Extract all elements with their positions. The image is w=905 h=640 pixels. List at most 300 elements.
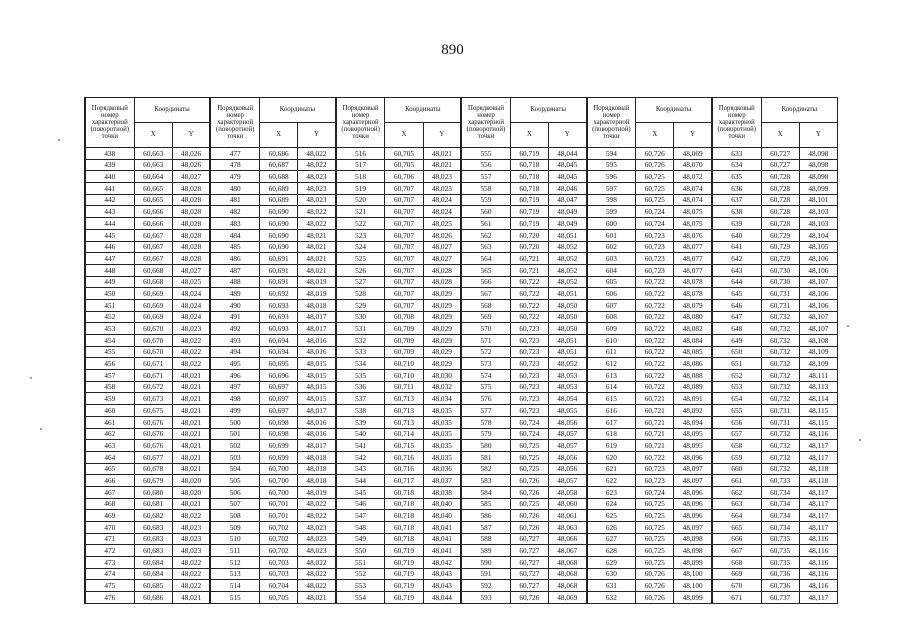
table-row <box>85 370 838 382</box>
x-coordinate-cell: 60,732 <box>761 428 799 440</box>
table-row <box>85 533 838 545</box>
x-coordinate-cell: 60,719 <box>510 194 548 206</box>
point-number-cell: 575 <box>461 381 510 393</box>
y-coordinate-cell: 48,022 <box>298 580 336 592</box>
table-row <box>85 299 838 311</box>
point-number-cell: 461 <box>85 416 134 428</box>
y-coordinate-cell: 48,096 <box>674 451 712 463</box>
y-coordinate-cell: 48,117 <box>799 498 837 510</box>
x-coordinate-cell: 60,727 <box>510 533 548 545</box>
x-coordinate-cell: 60,727 <box>761 159 799 171</box>
point-number-cell: 506 <box>210 486 259 498</box>
x-coordinate-cell: 60,671 <box>134 370 172 382</box>
point-number-cell: 608 <box>587 311 636 323</box>
point-number-cell: 545 <box>336 486 385 498</box>
x-coordinate-cell: 60,698 <box>260 416 298 428</box>
x-coordinate-cell: 60,731 <box>761 288 799 300</box>
scan-speck <box>30 377 32 379</box>
point-number-cell: 485 <box>210 241 259 253</box>
point-number-cell: 605 <box>587 276 636 288</box>
point-number-cell: 640 <box>712 229 761 241</box>
point-number-cell: 668 <box>712 557 761 569</box>
point-number-cell: 613 <box>587 370 636 382</box>
y-coordinate-cell: 48,105 <box>799 241 837 253</box>
y-coordinate-cell: 48,024 <box>423 206 461 218</box>
point-number-cell: 572 <box>461 346 510 358</box>
y-coordinate-cell: 48,091 <box>674 393 712 405</box>
x-coordinate-cell: 60,715 <box>385 440 423 452</box>
y-coordinate-cell: 48,106 <box>799 299 837 311</box>
y-coordinate-cell: 48,072 <box>674 171 712 183</box>
y-coordinate-cell: 48,060 <box>548 498 586 510</box>
y-coordinate-cell: 48,106 <box>799 288 837 300</box>
y-coordinate-cell: 48,118 <box>799 463 837 475</box>
x-coordinate-cell: 60,707 <box>385 299 423 311</box>
y-coordinate-cell: 48,078 <box>674 276 712 288</box>
point-number-cell: 455 <box>85 346 134 358</box>
point-number-cell: 601 <box>587 229 636 241</box>
y-coordinate-cell: 48,021 <box>298 253 336 265</box>
x-coordinate-cell: 60,685 <box>134 580 172 592</box>
x-coordinate-cell: 60,721 <box>636 393 674 405</box>
y-coordinate-cell: 48,018 <box>298 451 336 463</box>
point-number-cell: 638 <box>712 206 761 218</box>
table-row <box>85 580 838 592</box>
x-coordinate-cell: 60,735 <box>761 545 799 557</box>
x-coordinate-cell: 60,725 <box>636 183 674 195</box>
x-coordinate-cell: 60,693 <box>260 323 298 335</box>
x-coordinate-cell: 60,734 <box>761 486 799 498</box>
y-coordinate-cell: 48,118 <box>799 475 837 487</box>
x-coordinate-cell: 60,695 <box>260 358 298 370</box>
point-number-cell: 543 <box>336 463 385 475</box>
y-coordinate-cell: 48,015 <box>298 381 336 393</box>
point-number-cell: 494 <box>210 346 259 358</box>
x-coordinate-cell: 60,702 <box>260 545 298 557</box>
table-row <box>85 241 838 253</box>
point-number-cell: 559 <box>461 194 510 206</box>
y-coordinate-cell: 48,116 <box>799 533 837 545</box>
y-coordinate-cell: 48,024 <box>172 288 210 300</box>
x-coordinate-cell: 60,705 <box>385 159 423 171</box>
point-number-cell: 654 <box>712 393 761 405</box>
point-number-cell: 517 <box>336 159 385 171</box>
x-coordinate-cell: 60,710 <box>385 370 423 382</box>
y-coordinate-cell: 48,052 <box>548 276 586 288</box>
y-coordinate-cell: 48,022 <box>298 568 336 580</box>
x-coordinate-cell: 60,722 <box>636 323 674 335</box>
table-row <box>85 346 838 358</box>
point-number-cell: 645 <box>712 288 761 300</box>
point-number-cell: 560 <box>461 206 510 218</box>
x-coordinate-cell: 60,719 <box>510 218 548 230</box>
point-number-cell: 648 <box>712 323 761 335</box>
y-coordinate-cell: 48,117 <box>799 440 837 452</box>
x-coordinate-cell: 60,723 <box>510 405 548 417</box>
point-number-cell: 532 <box>336 335 385 347</box>
x-coordinate-cell: 60,722 <box>510 311 548 323</box>
y-coordinate-cell: 48,022 <box>172 557 210 569</box>
x-coordinate-cell: 60,719 <box>385 557 423 569</box>
table-row <box>85 475 838 487</box>
point-number-cell: 541 <box>336 440 385 452</box>
point-number-cell: 527 <box>336 276 385 288</box>
point-number-cell: 500 <box>210 416 259 428</box>
table-row <box>85 159 838 171</box>
x-coordinate-cell: 60,669 <box>134 311 172 323</box>
header-point-number: Порядковый номер характерной (поворотной) точки <box>461 98 510 148</box>
x-coordinate-cell: 60,718 <box>385 486 423 498</box>
point-number-cell: 464 <box>85 451 134 463</box>
x-coordinate-cell: 60,731 <box>761 405 799 417</box>
point-number-cell: 491 <box>210 311 259 323</box>
y-coordinate-cell: 48,043 <box>423 568 461 580</box>
y-coordinate-cell: 48,028 <box>423 264 461 276</box>
y-coordinate-cell: 48,098 <box>799 159 837 171</box>
y-coordinate-cell: 48,051 <box>548 346 586 358</box>
point-number-cell: 482 <box>210 206 259 218</box>
point-number-cell: 655 <box>712 405 761 417</box>
x-coordinate-cell: 60,703 <box>260 557 298 569</box>
point-number-cell: 458 <box>85 381 134 393</box>
point-number-cell: 565 <box>461 264 510 276</box>
point-number-cell: 620 <box>587 451 636 463</box>
y-coordinate-cell: 48,051 <box>548 229 586 241</box>
y-coordinate-cell: 48,022 <box>172 335 210 347</box>
table-row <box>85 428 838 440</box>
x-coordinate-cell: 60,705 <box>260 592 298 604</box>
x-coordinate-cell: 60,672 <box>134 381 172 393</box>
y-coordinate-cell: 48,099 <box>674 557 712 569</box>
point-number-cell: 593 <box>461 592 510 604</box>
y-coordinate-cell: 48,098 <box>674 545 712 557</box>
x-coordinate-cell: 60,670 <box>134 323 172 335</box>
y-coordinate-cell: 48,052 <box>548 253 586 265</box>
y-coordinate-cell: 48,021 <box>172 592 210 604</box>
y-coordinate-cell: 48,022 <box>298 557 336 569</box>
point-number-cell: 609 <box>587 323 636 335</box>
y-coordinate-cell: 48,021 <box>298 592 336 604</box>
y-coordinate-cell: 48,022 <box>172 346 210 358</box>
point-number-cell: 521 <box>336 206 385 218</box>
point-number-cell: 637 <box>712 194 761 206</box>
x-coordinate-cell: 60,723 <box>636 463 674 475</box>
y-coordinate-cell: 48,035 <box>423 440 461 452</box>
x-coordinate-cell: 60,682 <box>134 510 172 522</box>
x-coordinate-cell: 60,721 <box>636 440 674 452</box>
point-number-cell: 561 <box>461 218 510 230</box>
y-coordinate-cell: 48,022 <box>298 159 336 171</box>
y-coordinate-cell: 48,019 <box>298 288 336 300</box>
y-coordinate-cell: 48,116 <box>799 428 837 440</box>
point-number-cell: 574 <box>461 370 510 382</box>
x-coordinate-cell: 60,697 <box>260 381 298 393</box>
point-number-cell: 442 <box>85 194 134 206</box>
y-coordinate-cell: 48,017 <box>298 323 336 335</box>
point-number-cell: 659 <box>712 451 761 463</box>
x-coordinate-cell: 60,691 <box>260 253 298 265</box>
x-coordinate-cell: 60,717 <box>385 475 423 487</box>
y-coordinate-cell: 48,029 <box>423 346 461 358</box>
table-row <box>85 358 838 370</box>
x-coordinate-cell: 60,690 <box>260 229 298 241</box>
y-coordinate-cell: 48,023 <box>172 533 210 545</box>
x-coordinate-cell: 60,671 <box>134 358 172 370</box>
x-coordinate-cell: 60,694 <box>260 335 298 347</box>
x-coordinate-cell: 60,725 <box>636 171 674 183</box>
x-coordinate-cell: 60,709 <box>385 346 423 358</box>
point-number-cell: 496 <box>210 370 259 382</box>
scan-speck <box>58 139 60 141</box>
x-coordinate-cell: 60,686 <box>134 592 172 604</box>
point-number-cell: 438 <box>85 148 134 160</box>
y-coordinate-cell: 48,107 <box>799 311 837 323</box>
point-number-cell: 540 <box>336 428 385 440</box>
x-coordinate-cell: 60,699 <box>260 451 298 463</box>
table-row <box>85 276 838 288</box>
x-coordinate-cell: 60,729 <box>761 241 799 253</box>
y-coordinate-cell: 48,047 <box>548 194 586 206</box>
point-number-cell: 533 <box>336 346 385 358</box>
x-coordinate-cell: 60,713 <box>385 416 423 428</box>
header-y: Y <box>674 123 712 148</box>
point-number-cell: 487 <box>210 264 259 276</box>
y-coordinate-cell: 48,041 <box>423 533 461 545</box>
x-coordinate-cell: 60,676 <box>134 416 172 428</box>
x-coordinate-cell: 60,719 <box>385 568 423 580</box>
point-number-cell: 530 <box>336 311 385 323</box>
x-coordinate-cell: 60,734 <box>761 498 799 510</box>
table-row <box>85 194 838 206</box>
y-coordinate-cell: 48,016 <box>298 346 336 358</box>
point-number-cell: 566 <box>461 276 510 288</box>
x-coordinate-cell: 60,664 <box>134 171 172 183</box>
y-coordinate-cell: 48,076 <box>674 229 712 241</box>
x-coordinate-cell: 60,722 <box>636 276 674 288</box>
x-coordinate-cell: 60,683 <box>134 522 172 534</box>
y-coordinate-cell: 48,069 <box>548 592 586 604</box>
x-coordinate-cell: 60,732 <box>761 451 799 463</box>
y-coordinate-cell: 48,028 <box>172 218 210 230</box>
x-coordinate-cell: 60,726 <box>636 148 674 160</box>
y-coordinate-cell: 48,053 <box>548 370 586 382</box>
x-coordinate-cell: 60,673 <box>134 393 172 405</box>
x-coordinate-cell: 60,731 <box>761 299 799 311</box>
x-coordinate-cell: 60,723 <box>510 370 548 382</box>
y-coordinate-cell: 48,027 <box>172 264 210 276</box>
y-coordinate-cell: 48,021 <box>172 463 210 475</box>
x-coordinate-cell: 60,726 <box>636 568 674 580</box>
table-row <box>85 592 838 604</box>
table-row <box>85 557 838 569</box>
y-coordinate-cell: 48,018 <box>298 475 336 487</box>
y-coordinate-cell: 48,057 <box>548 428 586 440</box>
x-coordinate-cell: 60,713 <box>385 405 423 417</box>
y-coordinate-cell: 48,028 <box>172 183 210 195</box>
point-number-cell: 453 <box>85 323 134 335</box>
y-coordinate-cell: 48,043 <box>423 580 461 592</box>
point-number-cell: 498 <box>210 393 259 405</box>
y-coordinate-cell: 48,026 <box>172 159 210 171</box>
table-row <box>85 498 838 510</box>
point-number-cell: 562 <box>461 229 510 241</box>
y-coordinate-cell: 48,068 <box>548 557 586 569</box>
x-coordinate-cell: 60,679 <box>134 475 172 487</box>
point-number-cell: 670 <box>712 580 761 592</box>
table-row <box>85 253 838 265</box>
table-row <box>85 229 838 241</box>
x-coordinate-cell: 60,732 <box>761 346 799 358</box>
y-coordinate-cell: 48,030 <box>423 370 461 382</box>
x-coordinate-cell: 60,725 <box>510 463 548 475</box>
y-coordinate-cell: 48,021 <box>172 405 210 417</box>
y-coordinate-cell: 48,107 <box>799 276 837 288</box>
point-number-cell: 512 <box>210 557 259 569</box>
x-coordinate-cell: 60,667 <box>134 229 172 241</box>
point-number-cell: 470 <box>85 522 134 534</box>
y-coordinate-cell: 48,029 <box>423 299 461 311</box>
point-number-cell: 486 <box>210 253 259 265</box>
y-coordinate-cell: 48,109 <box>799 346 837 358</box>
y-coordinate-cell: 48,080 <box>674 311 712 323</box>
y-coordinate-cell: 48,054 <box>548 393 586 405</box>
point-number-cell: 465 <box>85 463 134 475</box>
y-coordinate-cell: 48,029 <box>423 358 461 370</box>
x-coordinate-cell: 60,724 <box>636 206 674 218</box>
x-coordinate-cell: 60,718 <box>385 522 423 534</box>
header-coordinates: Координаты <box>761 98 837 123</box>
y-coordinate-cell: 48,028 <box>172 194 210 206</box>
point-number-cell: 646 <box>712 299 761 311</box>
header-y: Y <box>799 123 837 148</box>
y-coordinate-cell: 48,025 <box>423 218 461 230</box>
y-coordinate-cell: 48,074 <box>674 183 712 195</box>
x-coordinate-cell: 60,699 <box>260 440 298 452</box>
x-coordinate-cell: 60,732 <box>761 335 799 347</box>
point-number-cell: 580 <box>461 440 510 452</box>
point-number-cell: 525 <box>336 253 385 265</box>
y-coordinate-cell: 48,069 <box>674 148 712 160</box>
point-number-cell: 510 <box>210 533 259 545</box>
point-number-cell: 603 <box>587 253 636 265</box>
y-coordinate-cell: 48,070 <box>674 159 712 171</box>
y-coordinate-cell: 48,049 <box>548 218 586 230</box>
point-number-cell: 556 <box>461 159 510 171</box>
y-coordinate-cell: 48,021 <box>298 229 336 241</box>
y-coordinate-cell: 48,041 <box>423 522 461 534</box>
point-number-cell: 632 <box>587 592 636 604</box>
point-number-cell: 633 <box>712 148 761 160</box>
point-number-cell: 577 <box>461 405 510 417</box>
point-number-cell: 502 <box>210 440 259 452</box>
point-number-cell: 569 <box>461 311 510 323</box>
y-coordinate-cell: 48,086 <box>674 358 712 370</box>
y-coordinate-cell: 48,113 <box>799 381 837 393</box>
y-coordinate-cell: 48,022 <box>298 510 336 522</box>
x-coordinate-cell: 60,692 <box>260 288 298 300</box>
point-number-cell: 557 <box>461 171 510 183</box>
y-coordinate-cell: 48,045 <box>548 171 586 183</box>
point-number-cell: 551 <box>336 557 385 569</box>
point-number-cell: 547 <box>336 510 385 522</box>
point-number-cell: 546 <box>336 498 385 510</box>
y-coordinate-cell: 48,021 <box>172 440 210 452</box>
point-number-cell: 459 <box>85 393 134 405</box>
point-number-cell: 447 <box>85 253 134 265</box>
x-coordinate-cell: 60,726 <box>636 159 674 171</box>
x-coordinate-cell: 60,718 <box>385 510 423 522</box>
table-row <box>85 148 838 160</box>
x-coordinate-cell: 60,704 <box>260 580 298 592</box>
y-coordinate-cell: 48,106 <box>799 253 837 265</box>
y-coordinate-cell: 48,015 <box>298 393 336 405</box>
x-coordinate-cell: 60,690 <box>260 218 298 230</box>
point-number-cell: 513 <box>210 568 259 580</box>
y-coordinate-cell: 48,095 <box>674 428 712 440</box>
header-y: Y <box>172 123 210 148</box>
point-number-cell: 625 <box>587 510 636 522</box>
point-number-cell: 573 <box>461 358 510 370</box>
x-coordinate-cell: 60,677 <box>134 451 172 463</box>
point-number-cell: 450 <box>85 288 134 300</box>
x-coordinate-cell: 60,723 <box>510 381 548 393</box>
x-coordinate-cell: 60,722 <box>510 276 548 288</box>
table-row <box>85 568 838 580</box>
x-coordinate-cell: 60,683 <box>134 545 172 557</box>
y-coordinate-cell: 48,084 <box>674 335 712 347</box>
y-coordinate-cell: 48,015 <box>298 358 336 370</box>
header-y: Y <box>548 123 586 148</box>
y-coordinate-cell: 48,023 <box>172 323 210 335</box>
y-coordinate-cell: 48,058 <box>548 486 586 498</box>
point-number-cell: 578 <box>461 416 510 428</box>
y-coordinate-cell: 48,094 <box>674 416 712 428</box>
point-number-cell: 552 <box>336 568 385 580</box>
point-number-cell: 628 <box>587 545 636 557</box>
point-number-cell: 564 <box>461 253 510 265</box>
point-number-cell: 619 <box>587 440 636 452</box>
x-coordinate-cell: 60,665 <box>134 194 172 206</box>
table-row <box>85 545 838 557</box>
x-coordinate-cell: 60,731 <box>761 416 799 428</box>
x-coordinate-cell: 60,668 <box>134 276 172 288</box>
y-coordinate-cell: 48,061 <box>548 510 586 522</box>
point-number-cell: 477 <box>210 148 259 160</box>
point-number-cell: 553 <box>336 580 385 592</box>
y-coordinate-cell: 48,117 <box>799 522 837 534</box>
point-number-cell: 636 <box>712 183 761 195</box>
x-coordinate-cell: 60,709 <box>385 323 423 335</box>
x-coordinate-cell: 60,732 <box>761 370 799 382</box>
point-number-cell: 597 <box>587 183 636 195</box>
point-number-cell: 445 <box>85 229 134 241</box>
x-coordinate-cell: 60,707 <box>385 218 423 230</box>
y-coordinate-cell: 48,022 <box>172 568 210 580</box>
x-coordinate-cell: 60,693 <box>260 299 298 311</box>
point-number-cell: 647 <box>712 311 761 323</box>
point-number-cell: 594 <box>587 148 636 160</box>
point-number-cell: 588 <box>461 533 510 545</box>
y-coordinate-cell: 48,044 <box>423 592 461 604</box>
x-coordinate-cell: 60,707 <box>385 288 423 300</box>
x-coordinate-cell: 60,707 <box>385 276 423 288</box>
x-coordinate-cell: 60,691 <box>260 276 298 288</box>
y-coordinate-cell: 48,103 <box>799 206 837 218</box>
point-number-cell: 657 <box>712 428 761 440</box>
x-coordinate-cell: 60,722 <box>636 311 674 323</box>
x-coordinate-cell: 60,719 <box>510 206 548 218</box>
point-number-cell: 606 <box>587 288 636 300</box>
